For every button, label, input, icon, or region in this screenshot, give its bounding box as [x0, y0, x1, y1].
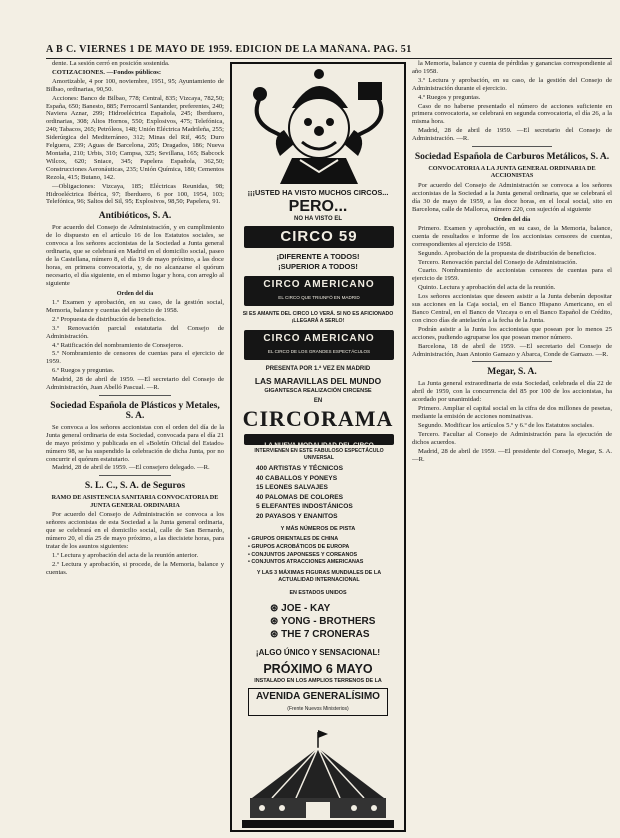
paragraph: Se convoca a los señores accionistas con el orden del día de la Junta general ordinaria de esta Sociedad, convocada para el día 21 de mayo próximo y publicada en el «Boletín Oficial del Estado» número 98, se ha suspendido la celebración de dicha Junta, por no concurrir el quórum estatutario. — [46, 423, 224, 463]
slc-subheading: RAMO DE ASISTENCIA SANITARIA CONVOCATORIA DE JUNTA GENERAL ORDINARIA — [51, 494, 219, 509]
ad-instalado: INSTALADO EN LOS AMPLIOS TERRENOS DE LA — [254, 678, 382, 684]
orden-del-dia: Orden del día — [116, 289, 154, 297]
bullets-list — [248, 536, 393, 567]
circo-americano-sub: EL CIRCO QUE TRIUNFÓ EN MADRID — [278, 295, 360, 300]
paragraph: 2.º Propuesta de distribución de beneficios. — [52, 315, 166, 323]
act-item: 400 ARTISTAS Y TÉCNICOS — [256, 465, 343, 472]
bullet-item: • GRUPOS ACROBÁTICOS DE EUROPA — [248, 543, 350, 550]
header-rule — [46, 58, 612, 59]
paragraph: Por acuerdo del Consejo de Administración se convoca a los señores accionistas de la Sociedad a la Junta general ordinaria, que se celebrará el día 30 de mayo de 1959, a las doce horas, en el local social, sito en Barcelona, calle de Mallorca, número 220, con sujeción al siguiente — [412, 181, 612, 213]
bullet-item: • CONJUNTOS JAPONESES Y COREANOS — [248, 551, 358, 558]
obligaciones-text: —Obligaciones: Vizcaya, 185; Eléctricas Reunidas, 98; Hidroeléctrica Ibérica, 97; Iberduero, 6 por 100, 1954, 103; Telefónica, 96; Saltos del Sil, 95; Explosivos, 98,50; Papelera, 91. — [46, 182, 224, 206]
bullet-item: • CONJUNTOS ATRACCIONES AMERICANAS — [248, 559, 364, 566]
clown-illustration — [240, 68, 398, 186]
paragraph: Los señores accionistas que deseen asistir a la Junta deberán depositar sus acciones en la Caja social, en el Banco Hispano Americano, en el Banco Central, en el Banco de Vizcaya o en el Banco Español de Crédito, con cinco días de antelación a la fecha de la Junta. — [412, 293, 612, 324]
bullet-item: • GRUPOS ORIENTALES DE CHINA — [248, 536, 339, 542]
separator — [99, 395, 170, 396]
signature: Barcelona, 18 de abril de 1959. —El secretario del Consejo de Administración, Juan Antonio Gamazo y Abarca, Conde de Gamazo. —R. — [412, 342, 612, 358]
act-item: 15 LEONES SALVAJES — [256, 484, 328, 492]
page-header: A B C. VIERNES 1 DE MAYO DE 1959. EDICION DE LA MAÑANA. PAG. 51 — [46, 44, 412, 55]
paragraph: 4.º Ratificación del nombramiento de Consejeros. — [52, 341, 184, 349]
paragraph: 5.º Nombramiento de censores de cuentas para el ejercicio de 1959. — [46, 350, 224, 366]
circo-americano-box-2 — [244, 330, 394, 360]
orden-del-dia: Orden del día — [493, 215, 531, 223]
ad-proximo: PRÓXIMO 6 MAYO — [263, 662, 373, 676]
avenida-text: AVENIDA GENERALÍSIMO — [256, 691, 380, 702]
circo-59-banner — [244, 226, 394, 248]
ad-presenta: PRESENTA POR 1.ª VEZ EN MADRID — [265, 366, 371, 372]
ad-pero: PERO... — [288, 198, 348, 215]
act-item: 40 CABALLOS Y PONEYS — [256, 474, 338, 482]
paragraph: Por acuerdo del Consejo de Administración se convoca a los señores accionistas de esta Sociedad a la Junta general ordinaria, que se celebrará en el domicilio social, calle de San Bernardo, número 20, el día 25 de mayo próximo, a las diecisiete horas, para tratar de los asuntos siguientes: — [46, 511, 224, 550]
paragraph: La Junta general extraordinaria de esta Sociedad, celebrada el día 22 de abril de 1959, con la concurrencia del 85 por 100 de los accionistas, ha acordado por unanimidad: — [412, 380, 612, 404]
stars-list — [270, 602, 380, 641]
paragraph: Segundo. Aprobación de la propuesta de distribución de beneficios. — [418, 249, 596, 257]
paragraph: 2.º Lectura y aprobación, si procede, de la Memoria, balance y cuentas. — [46, 560, 224, 576]
ad-superior: ¡SUPERIOR A TODOS! — [278, 262, 358, 271]
signature: Madrid, 28 de abril de 1959. —El presidente del Consejo, Megar, S. A. —R. — [412, 447, 612, 463]
star-act: ⊛ JOE - KAY — [270, 603, 331, 614]
paragraph: Tercero. Renovación parcial del Consejo de Administración. — [418, 258, 578, 266]
paragraph: Primero. Examen y aprobación, en su caso, de la Memoria, balance, cuenta de resultados e informe de los accionistas censores de cuentas, correspondientes al ejercicio de 1958. — [412, 224, 612, 248]
ad-no-ha-visto: NO HA VISTO EL — [293, 216, 342, 222]
circus-advertisement — [230, 62, 406, 832]
circo-americano-box-1 — [244, 276, 394, 306]
paragraph: Por acuerdo del Consejo de Administración, y en cumplimiento de lo dispuesto en el artículo 16 de los Estatutos sociales, se convoca a los señores accionistas de la Sociedad a Junta general ordinaria, que se celebrará en Madrid en el domicilio social, paseo de la Castellana, número 8, el día 19 de mayo próximo, a las doce horas, en primera convocatoria, y, de no alcanzarse el quórum necesario, el día siguiente, en el mismo lugar y hora, con arreglo al siguiente — [46, 224, 224, 287]
ad-diferente: ¡DIFERENTE A TODOS! — [276, 252, 360, 261]
carburos-subheading: CONVOCATORIA A LA JUNTA GENERAL ORDINARIA DE ACCIONISTAS — [428, 165, 596, 180]
ad-intervienen: INTERVIENEN EN ESTE FABULOSO ESPECTÁCULO UNIVERSAL — [254, 448, 384, 461]
ad-circorama: CIRCORAMA — [242, 406, 394, 431]
paragraph: 3.º Lectura y aprobación, en su caso, de la gestión del Consejo de Administración durante el ejercicio. — [412, 76, 612, 92]
right-column — [412, 60, 612, 832]
paragraph: Primero. Ampliar el capital social en la cifra de dos millones de pesetas, mediante la emisión de acciones nominativas. — [412, 405, 612, 421]
paragraph: 3.º Renovación parcial estatutaria del Consejo de Administración. — [46, 324, 224, 340]
paragraph: Cuarto. Nombramiento de accionistas censores de cuentas para el ejercicio de 1959. — [412, 267, 612, 283]
nueva-modalidad-banner — [244, 434, 394, 449]
left-column — [46, 60, 224, 832]
paragraph: Segundo. Modificar los artículos 5.º y 6.º de los Estatutos sociales. — [418, 421, 594, 429]
ad-maravillas: LAS MARAVILLAS DEL MUNDO — [254, 376, 382, 386]
ad-y-mas: Y MÁS NÚMEROS DE PISTA — [280, 526, 356, 532]
heading-antibioticos: Antibióticos, S. A. — [98, 211, 172, 222]
circo-americano-title: CIRCO AMERICANO — [263, 333, 375, 344]
circo-americano-sub: EL CIRCO DE LOS GRANDES ESPECTÁCULOS — [267, 349, 371, 354]
star-act: ⊛ THE 7 CRONERAS — [270, 629, 370, 640]
paragraph: 1.º Examen y aprobación, en su caso, de la gestión social, Memoria, balance y cuentas del ejercicio de 1958. — [46, 298, 224, 314]
paragraph: Podrán asistir a la Junta los accionistas que posean por lo menos 25 acciones, pudiendo agruparse los que posean menor número. — [412, 325, 612, 341]
circo-americano-title: CIRCO AMERICANO — [263, 279, 375, 290]
separator — [472, 361, 552, 362]
heading-carburos: Sociedad Española de Carburos Metálicos, S. A. — [414, 152, 610, 163]
intro-text: dente. La sesión cerró en posición sostenida. — [52, 60, 170, 67]
paragraph: 4.º Ruegos y preguntas. — [418, 93, 481, 101]
ad-en: EN — [313, 398, 323, 404]
heading-slc: S. L. C., S. A. de Seguros — [84, 481, 186, 492]
paragraph: Caso de no haberse presentado el número de acciones suficiente en primera convocatoria, se celebrará en segunda convocatoria, el día 26, a la misma hora. — [412, 102, 612, 126]
avenida-box — [248, 688, 388, 716]
ad-tagline: ¡¡¡USTED HA VISTO MUCHOS CIRCOS... — [247, 188, 389, 197]
act-item: 20 PAYASOS Y ENANITOS — [256, 512, 338, 520]
cotizaciones-title: COTIZACIONES. —Fondos públicos: — [52, 68, 162, 76]
ad-gigantesca: GIGANTESCA REALIZACIÓN CIRCENSE — [264, 388, 372, 394]
signature: Madrid, 28 de abril de 1959. —El secretario del Consejo de Administración. —R. — [412, 127, 612, 143]
ad-tres-numeros: Y LAS 3 MÁXIMAS FIGURAS MUNDIALES DE LA ACTUALIDAD INTERNACIONAL — [256, 570, 382, 583]
circus-tent-illustration — [242, 728, 394, 828]
separator — [99, 475, 170, 476]
heading-megar: Megar, S. A. — [487, 367, 537, 378]
star-act: ⊛ YONG - BROTHERS — [270, 616, 376, 627]
heading-plasticos: Sociedad Española de Plásticos y Metales, S. A. — [50, 400, 220, 421]
ad-en-exclusiva: EN ESTADOS UNIDOS — [289, 590, 347, 596]
ad-algo-unico: ¡ALGO ÚNICO Y SENSACIONAL! — [255, 648, 381, 657]
paragraph: Quinto. Lectura y aprobación del acta de la reunión. — [418, 284, 556, 292]
paragraph: Tercero. Facultar al Consejo de Administración para la ejecución de dichos acuerdos. — [412, 430, 612, 446]
circo-59-title: CIRCO 59 — [280, 228, 358, 245]
cotizaciones-text: Amortizable, 4 por 100, noviembre, 1951, 95; Ayuntamiento de Bilbao, ordinarias, 90,50. — [46, 77, 224, 93]
separator — [472, 146, 552, 147]
paragraph: 1.º Lectura y aprobación del acta de la reunión anterior. — [52, 551, 199, 559]
paragraph: la Memoria, balance y cuenta de pérdidas y ganancias correspondiente al año 1958. — [412, 60, 612, 75]
paragraph: 6.º Ruegos y preguntas. — [52, 367, 115, 375]
act-item: 40 PALOMAS DE COLORES — [256, 493, 344, 501]
acts-list — [256, 464, 386, 522]
frente-text: (Frente Nuevos Ministerios) — [287, 706, 349, 712]
cotizaciones-text: Acciones: Banco de Bilbao, 778; Central, 835; Vizcaya, 782,50; España, 650; Banesto, 885; Ferrocarril Santander, preferentes, 240; Naviera Aznar, 299; Hidroeléctrica Española, 245; Iberduero, ordinarias, 308; Altos Hornos, 550; Explosivos, 475; Telefónica, 240; Tabacos, 265; Petróleos, 148; Unión Eléctrica Madrileña, 255; Siderúrgica del Mediterráneo, 312; Minas del Rif, 465; Duro Felguera, 239; Aguas de Barcelona, 205; Dragados, 186; Nueva Montaña, 210; Urbis, 310; Campsa, 325; Sevillana, 165; Babcock Wilcox, 620; Sniace, 345; Papelera Española, 362,50; Construcciones Aeronáuticas, 235; Unión Química, 180; Cementos Rezola, 415; Butano, 142. — [46, 94, 224, 181]
signature: Madrid, 28 de abril de 1959. —El consejero delegado. —R. — [52, 464, 210, 472]
nueva-modalidad-text: LA NUEVA MODALIDAD DEL CIRCO — [264, 442, 374, 449]
signature: Madrid, 28 de abril de 1959. —El secretario del Consejo de Administración, Juan Abelló Pascual. —R. — [46, 376, 224, 392]
ad-si-es-amante: SI ES AMANTE DEL CIRCO LO VERÁ. SI NO ES AFICIONADO ¡LLEGARÁ A SERLO! — [242, 311, 394, 324]
act-item: 5 ELEFANTES INDOSTÁNICOS — [256, 503, 353, 511]
